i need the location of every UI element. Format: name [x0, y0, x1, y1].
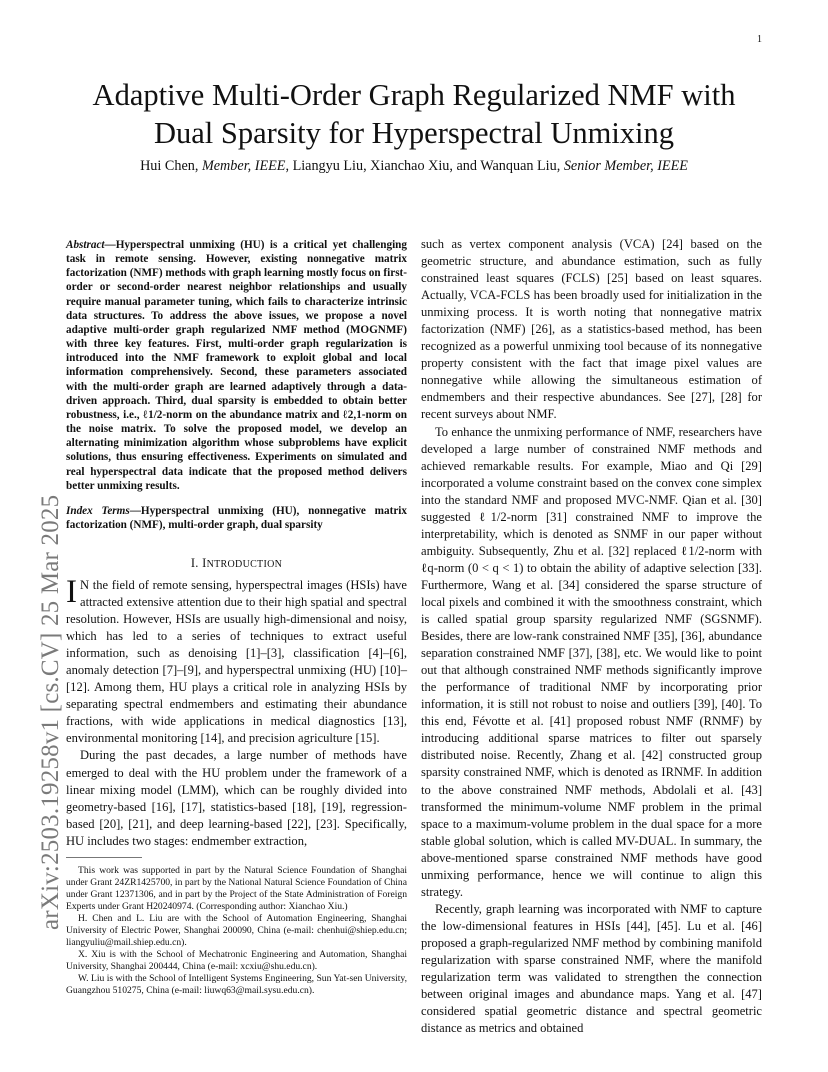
body-paragraph: such as vertex component analysis (VCA) [24] based on the geometric structure, and abundance estimation, such as fully constrained least squares (FCLS) [25] based on least squares. Actually, VCA-FCLS has been broadly used for initialization in the unmixing process. It is worth noting that nonnegative matrix factorization (NMF) [26], as a statistics-based method, has been recognized as a powerful unmixing tool because of its nonnegative property consistent with the fact that image pixel values are nonnegative while allowing the simultaneous estimation of endmembers and their respective abundances. See [27], [28] for recent surveys about NMF. [421, 237, 762, 422]
abstract [66, 238, 407, 493]
abstract-label: Abstract [66, 239, 105, 251]
intro-paragraph-2: During the past decades, a large number of methods have emerged to deal with the HU problem under the framework of a linear mixing model (LMM), which can be roughly divided into geometry-based [16], [17], statistics-based [18], [19], regression-based [20], [21], and deep learning-based [22], [23]. Specifically, HU includes two stages: endmember extraction, [66, 748, 407, 848]
footnote: H. Chen and L. Liu are with the School of Automation Engineering, Shanghai University of Electric Power, Shanghai 200090, China (e-mail: chenhui@shiep.edu.cn; liangyuliu@mail.shiep.edu.cn). [66, 913, 407, 949]
body-paragraph: Recently, graph learning was incorporated with NMF to capture the low-dimensional features in HSIs [44], [45]. Lu et al. [46] proposed a graph-regularized NMF method by combining manifold regularization with sparse constrained NMF, where the manifold regularization term was validated to strengthen the connection between original images and abundance maps. Yang et al. [47] considered spatial geometric distance and spectral geometric distance as metrics and obtained [421, 901, 762, 1036]
index-terms [66, 504, 407, 532]
arxiv-watermark: arXiv:2503.19258v1 [cs.CV] 25 Mar 2025 [37, 494, 64, 930]
footnote: W. Liu is with the School of Intelligent Systems Engineering, Sun Yat-sen University, Guangzhou 510275, China (e-mail: liuwq63@mail.sysu.edu.cn). [66, 973, 407, 997]
section-heading: I. INTRODUCTION [190, 556, 283, 570]
index-terms-label: Index Terms [66, 505, 130, 517]
drop-cap: I [66, 574, 77, 610]
footnote: X. Xiu is with the School of Mechatronic Engineering and Automation, Shanghai University, Shanghai 200444, China (e-mail: xcxiu@shu.edu.cn). [66, 949, 407, 973]
body-paragraph: To enhance the unmixing performance of NMF, researchers have developed a large number of constrained NMF methods and achieved remarkable results. For example, Miao and Qi [29] incorporated a volume constraint based on the convex cone simplex into the standard NMF and proposed MVC-NMF. Qian et al. [30] suggested ℓ1/2-norm [31] constrained NMF to improve the interpretability, which is denoted as SNMF in our paper without ambiguity. Subsequently, Zhu et al. [32] replaced ℓ1/2-norm with ℓq-norm (0 < q < 1) to obtain the ability of adaptive selection [33]. Furthermore, Wang et al. [34] considered the sparse structure of local pixels and combined it with the smoothness constraint, which is called spatial group sparsity regularized NMF (SGSNMF). Besides, there are low-rank constrained NMF [35], [36], abundance separation constrained NMF [37], [38], etc. We would like to point out that although constrained NMF methods significantly improve the performance of traditional NMF by incorporating prior information, it is still not robust to noise and outliers [39], [40]. To this end, Févotte et al. [41] proposed robust NMF (RNMF) by introducing additional sparse matrices to filter out sparsely distributed noise. Recently, Zhang et al. [42] constructed group sparsity constrained NMF, which is denoted as IRNMF. In addition to the above constrained NMF methods, Abdolali et al. [43] transformed the minimum-volume NMF problem in the primal space to a maximum-volume problem in the dual space for a more stable global solution, which is called MV-DUAL. In summary, the above-mentioned sparse constrained NMF methods have good unmixing performance, hence we will continue to align this strategy. [421, 424, 762, 899]
author-line: Hui Chen, Member, IEEE, Liangyu Liu, Xianchao Xiu, and Wanquan Liu, Senior Member, IEEE [140, 158, 688, 174]
page-number: 1 [757, 34, 762, 45]
abstract-text: —Hyperspectral unmixing (HU) is a critical yet challenging task in remote sensing. However, existing nonnegative matrix factorization (NMF) methods with graph learning mostly focus on first-order or second-order nearest neighbor relationships and usually require manual parameter tuning, which fails to characterize intrinsic data structures. To address the above issues, we propose a novel adaptive multi-order graph regularized NMF method (MOGNMF) with three key features. First, multi-order graph regularization is introduced into the NMF framework to exploit global and local information comprehensively. Second, these parameters associated with the multi-order graph are learned adaptively through a data-driven approach. Third, dual sparsity is embedded to obtain better robustness, i.e., ℓ1/2-norm on the abundance matrix and ℓ2,1-norm on the noise matrix. To solve the proposed model, we develop an alternating minimization algorithm whose subproblems have explicit solutions, thus ensuring effectiveness. Experiments on simulated and real hyperspectral data indicate that the proposed method delivers better unmixing results. [66, 239, 407, 492]
right-column [421, 236, 762, 1037]
footnote-rule [66, 857, 142, 858]
intro-body [66, 574, 407, 850]
paper-title: Adaptive Multi-Order Graph Regularized NMF with Dual Sparsity for Hyperspectral Unmixing [92, 78, 736, 150]
index-terms-text: —Hyperspectral unmixing (HU), nonnegative matrix factorization (NMF), multi-order graph, dual sparsity [66, 505, 407, 532]
intro-paragraph-1: I N the field of remote sensing, hyperspectral images (HSIs) have attracted extensive attention due to their high spatial and spectral resolution. However, HSIs are usually high-dimensional and noisy, which has led to a series of techniques to extract useful information, such as denoising [1]–[3], classification [4]–[6], anomaly detection [7]–[9], and hyperspectral unmixing (HU) [10]–[12]. Among them, HU plays a critical role in analyzing HSIs by separating spectral endmembers and estimating their abundance fractions, with wide applications in medical diagnostics [13], environmental monitoring [14], and precision agriculture [15]. [66, 574, 407, 746]
footnote: This work was supported in part by the Natural Science Foundation of Shanghai under Grant 24ZR1425700, in part by the National Natural Science Foundation of China under Grant 12371306, and in part by the Project of the State Administration of Foreign Experts under Grant H20240974. (Corresponding author: Xianchao Xiu.) [66, 865, 407, 913]
footnotes [66, 865, 407, 998]
